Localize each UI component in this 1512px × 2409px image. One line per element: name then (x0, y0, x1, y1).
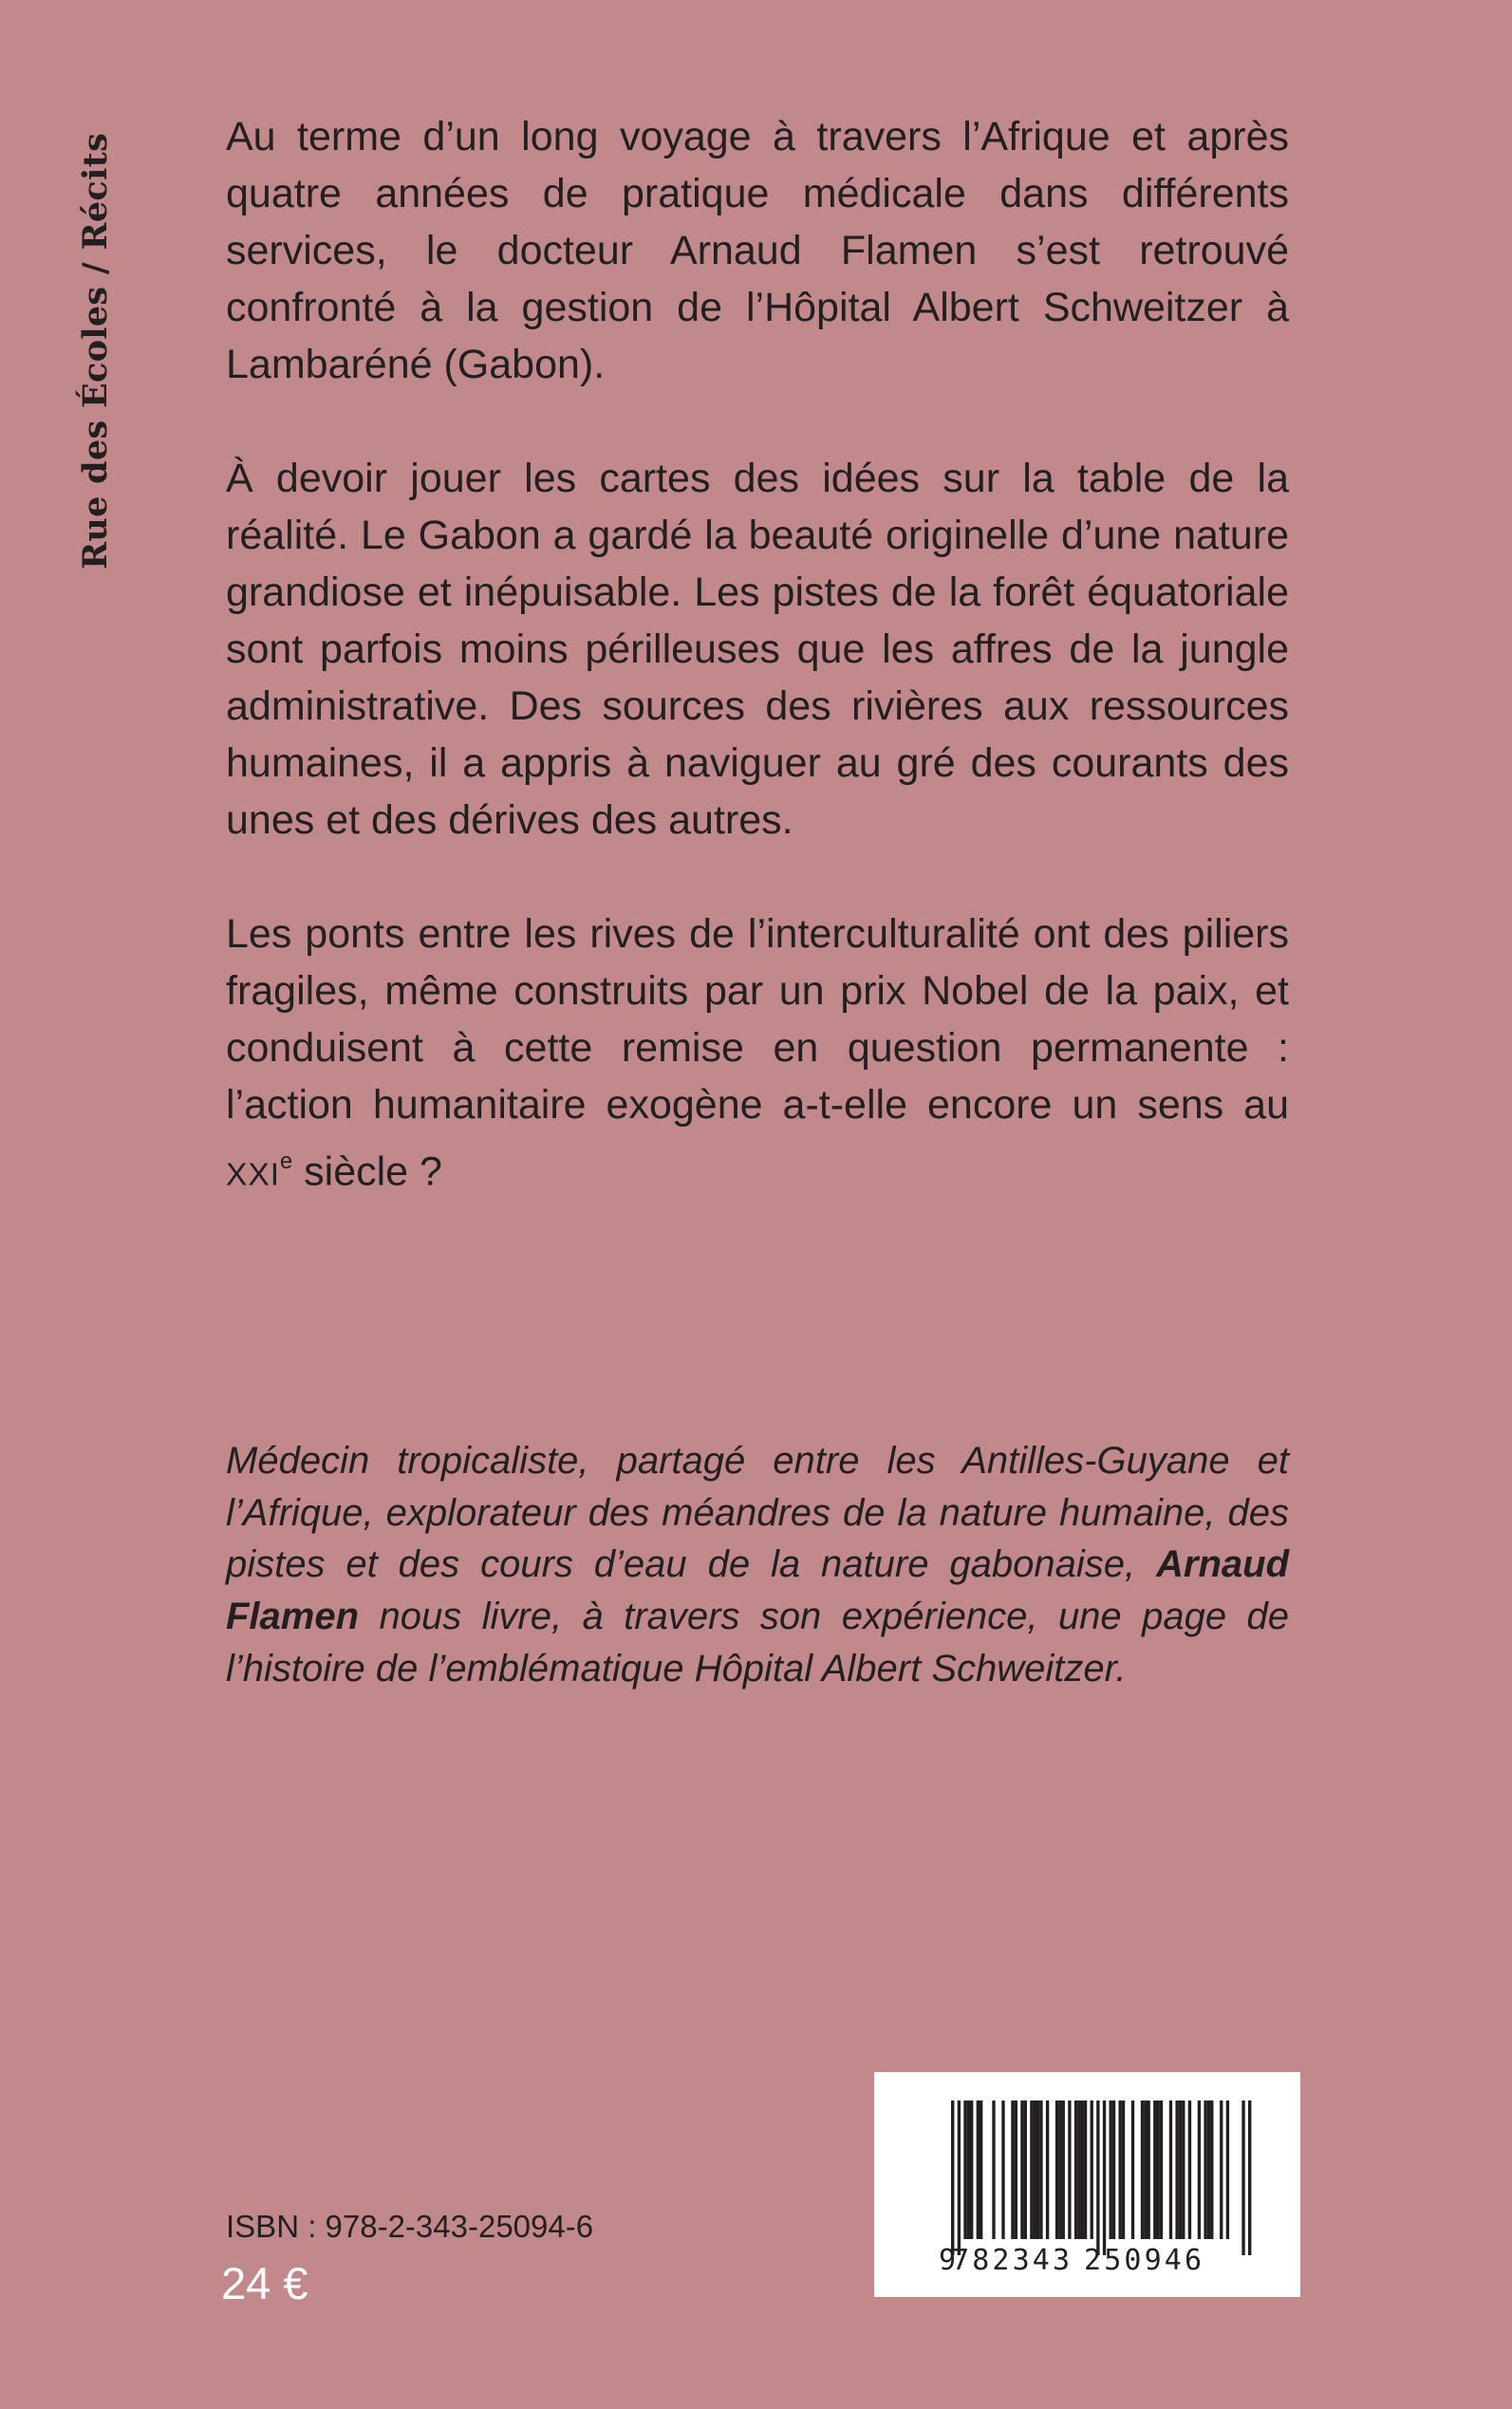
back-cover-blurb (226, 108, 1289, 1204)
century-superscript: e (280, 1149, 293, 1174)
blurb-paragraph-1: Au terme d’un long voyage à travers l’Afrique et après quatre années de pratique médicale dans différents services, le docteur Arnaud Flamen s’est retrouvé confronté à la gestion de l’Hôpital Albert Schweitzer à Lambaréné (Gabon). (226, 114, 1289, 387)
spine-series-label: Rue des Écoles / Récits (76, 132, 115, 570)
ean13-barcode-icon (874, 2072, 1300, 2297)
blurb-paragraph-3-end: siècle ? (292, 1148, 442, 1195)
century-roman-numeral: XXI (226, 1157, 281, 1193)
barcode-right-digits: 250946 (1084, 2244, 1202, 2277)
author-name: Arnaud Flamen (226, 1543, 1289, 1638)
price-label: 24 € (221, 2258, 308, 2308)
barcode-left-digits: 782343 (952, 2244, 1070, 2277)
blurb-paragraph-3-text: Les ponts entre les rives de l’interculturalité ont des piliers fragiles, même construits par un prix Nobel de la paix, et conduisent à cette remise en question permanente : l’action humanitaire exogène a-t-elle encore un sens au (226, 911, 1289, 1128)
blurb-paragraph-2: À devoir jouer les cartes des idées sur la table de la réalité. Le Gabon a gardé la beauté originelle d’une nature grandiose et inépuisable. Les pistes de la forêt équatoriale sont parfois moins périlleuses que les affres de la jungle administrative. Des sources des rivières aux ressources humaines, il a appris à naviguer au gré des courants des unes et des dérives des autres. (226, 456, 1289, 843)
isbn-label: ISBN : 978-2-343-25094-6 (226, 2209, 594, 2244)
author-bio-intro: Médecin tropicaliste, partagé entre les Antilles-Guyane et l’Afrique, explorateur des méandres de la nature humaine, des pistes et des cours d’eau de la nature gabonaise, (226, 1440, 1289, 1586)
barcode-panel (874, 2072, 1300, 2297)
blurb-paragraph-3 (226, 906, 1289, 1204)
barcode-first-digit: 9 (939, 2244, 957, 2277)
author-bio (226, 1435, 1289, 1695)
author-bio-outro: nous livre, à travers son expérience, une page de l’histoire de l’emblématique Hôpital Albert Schweitzer. (226, 1596, 1289, 1690)
